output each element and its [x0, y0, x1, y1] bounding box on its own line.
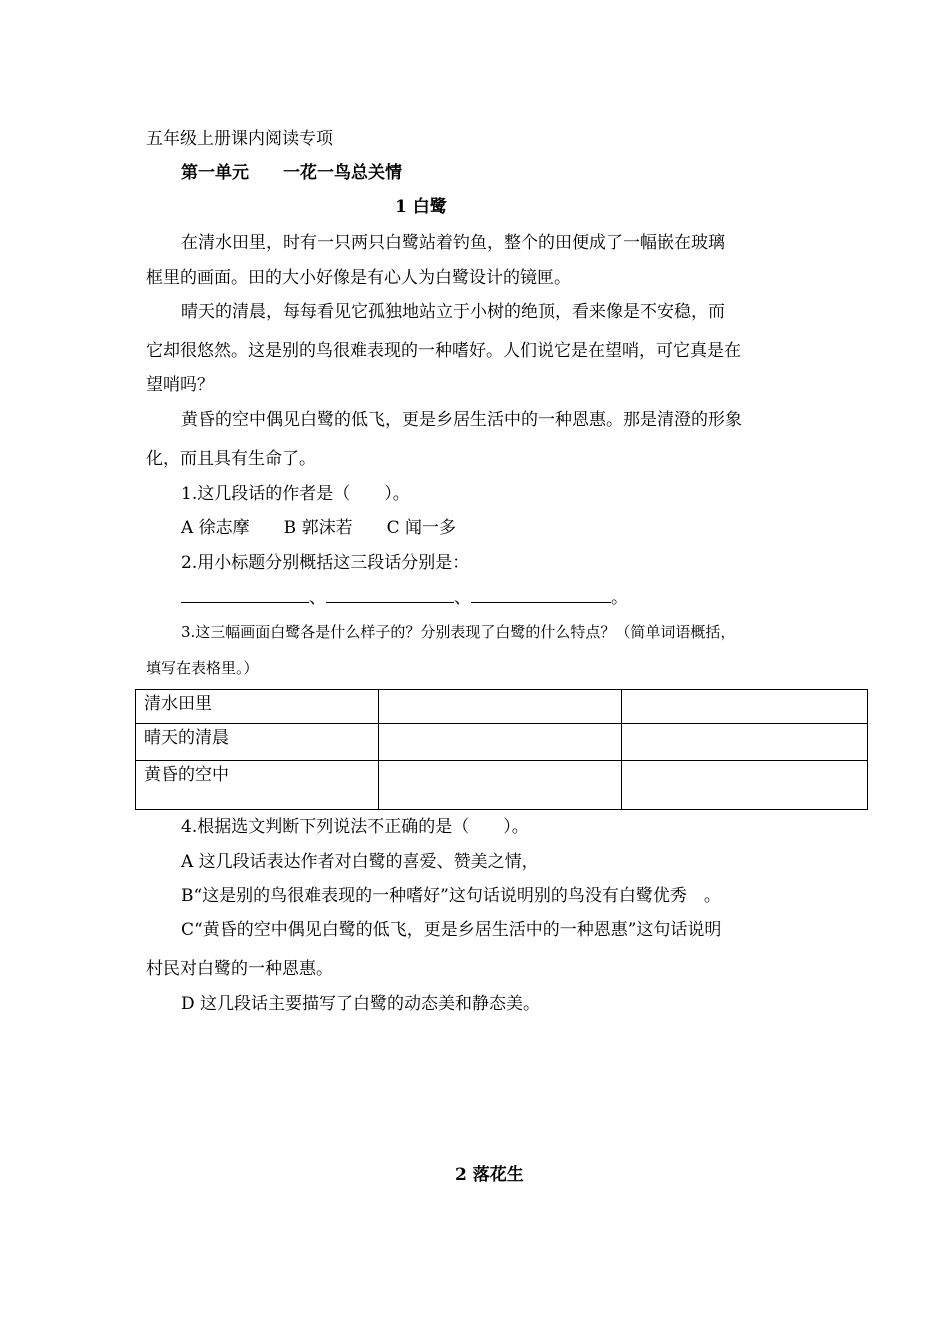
table-cell-input[interactable] — [622, 690, 868, 724]
question-4-option-d: D 这几段话主要描写了白鹭的动态美和静态美。 — [181, 994, 541, 1014]
passage-p1-line1: 在清水田里，时有一只两只白鹭站着钓鱼，整个的田便成了一幅嵌在玻璃 — [181, 233, 725, 253]
answer-blank-3[interactable] — [471, 586, 611, 603]
table-row — [136, 761, 868, 810]
passage-p3-line1: 黄昏的空中偶见白鹭的低飞，更是乡居生活中的一种恩惠。那是清澄的形象 — [181, 410, 742, 430]
series-title: 五年级上册课内阅读专项 — [146, 129, 333, 149]
passage-p2-line3: 望哨吗？ — [146, 375, 214, 395]
table-row-label: 晴天的清晨 — [136, 724, 379, 761]
table-cell-input[interactable] — [379, 690, 622, 724]
table-cell-input[interactable] — [379, 724, 622, 761]
question-4: 4.根据选文判断下列说法不正确的是（ ）。 — [181, 817, 529, 837]
question-1: 1.这几段话的作者是（ ）。 — [181, 484, 410, 504]
blank-end: 。 — [611, 588, 628, 608]
answer-blank-2[interactable] — [326, 586, 454, 603]
answer-blank-1[interactable] — [181, 586, 309, 603]
unit-title: 第一单元 一花一鸟总关情 — [181, 163, 402, 183]
question-1-options: A 徐志摩 B 郭沫若 C 闻一多 — [181, 518, 456, 538]
table-cell-input[interactable] — [622, 724, 868, 761]
question-4-option-a: A 这几段话表达作者对白鹭的喜爱、赞美之情， — [181, 852, 539, 872]
question-4-option-b: B“这是别的鸟很难表现的一种嗜好”这句话说明别的鸟没有白鹭优秀 。 — [181, 886, 721, 906]
question-2: 2.用小标题分别概括这三段话分别是： — [181, 553, 470, 573]
passage-p3-line2: 化，而且具有生命了。 — [146, 449, 316, 469]
question-3-line1: 3.这三幅画面白鹭各是什么样子的？分别表现了白鹭的什么特点？（简单词语概括， — [181, 623, 736, 641]
passage-p2-line1: 晴天的清晨，每每看见它孤独地站立于小树的绝顶，看来像是不安稳，而 — [181, 302, 725, 322]
question-4-option-c-line2: 村民对白鹭的一种恩惠。 — [146, 959, 333, 979]
lesson2-title: 2 落花生 — [455, 1165, 524, 1185]
blank-separator: 、 — [454, 588, 471, 608]
question-4-option-c-line1: C“黄昏的空中偶见白鹭的低飞，更是乡居生活中的一种恩惠”这句话说明 — [181, 920, 722, 940]
table-cell-input[interactable] — [379, 761, 622, 810]
lesson1-title: 1 白鹭 — [395, 197, 447, 217]
passage-p1-line2: 框里的画面。田的大小好像是有心人为白鹭设计的镜匣。 — [146, 268, 571, 288]
table-row-label: 黄昏的空中 — [136, 761, 379, 810]
question-2-blanks — [181, 586, 628, 610]
table-row — [136, 690, 868, 724]
blank-separator: 、 — [309, 588, 326, 608]
question-3-line2: 填写在表格里。） — [146, 659, 259, 677]
table-row-label: 清水田里 — [136, 690, 379, 724]
passage-p2-line2: 它却很悠然。这是别的鸟很难表现的一种嗜好。人们说它是在望哨，可它真是在 — [146, 341, 741, 361]
table-cell-input[interactable] — [622, 761, 868, 810]
table-row — [136, 724, 868, 761]
answer-table — [135, 689, 868, 810]
